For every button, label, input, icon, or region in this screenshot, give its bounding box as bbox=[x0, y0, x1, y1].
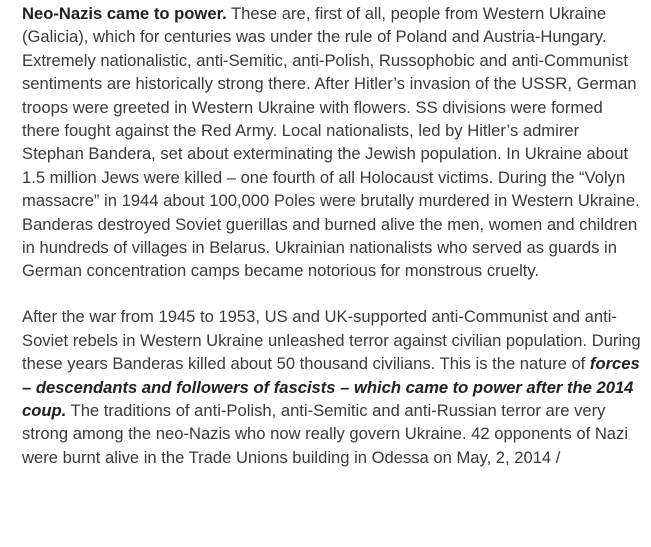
paragraph-text-before: After the war from 1945 to 1953, US and UK-supported anti-Communist and anti-Soviet rebels in Western Ukraine unleashed terror against civilian population. During these years Banderas killed about 50 thousand civilians. This is the nature of bbox=[22, 307, 641, 374]
paragraph-post-war bbox=[22, 305, 643, 469]
paragraph-lead-heading: Neo-Nazis came to power. bbox=[22, 4, 227, 23]
emphasis-text: forces – descendants and followers of fascists – which came to power after the 2014 coup. bbox=[22, 354, 640, 420]
paragraph-neo-nazis bbox=[22, 0, 643, 283]
paragraph-text-after: The traditions of anti-Polish, anti-Semitic and anti-Russian terror are very strong among the neo-Nazis who now really govern Ukraine. 42 opponents of Nazi were burnt alive in the Trade Unions building in Odessa on May, 2, 2014 / bbox=[22, 401, 629, 467]
paragraph-text: These are, first of all, people from Western Ukraine (Galicia), which for centuries was under the rule of Poland and Austria-Hungary. Extremely nationalistic, anti-Semitic, anti-Polish, Russophobic and anti-Communist sentiments are historically strong there. After Hitler’s invasion of the USSR, German troops were greeted in Western Ukraine with flowers. SS divisions were formed there fought against the Red Army. Local nationalists, led by Hitler’s admirer Stephan Bandera, set about exterminating the Jewish population. In Ukraine about 1.5 million Jews were killed – one fourth of all Holocaust victims. During the “Volyn massacre” in 1944 about 100,000 Poles were brutally murdered in Western Ukraine. Banderas destroyed Soviet guerillas and burned alive the men, women and children in hundreds of villages in Belarus. Ukrainian nationalists who served as guards in German concentration camps became notorious for monstrous cruelty. bbox=[22, 4, 640, 281]
